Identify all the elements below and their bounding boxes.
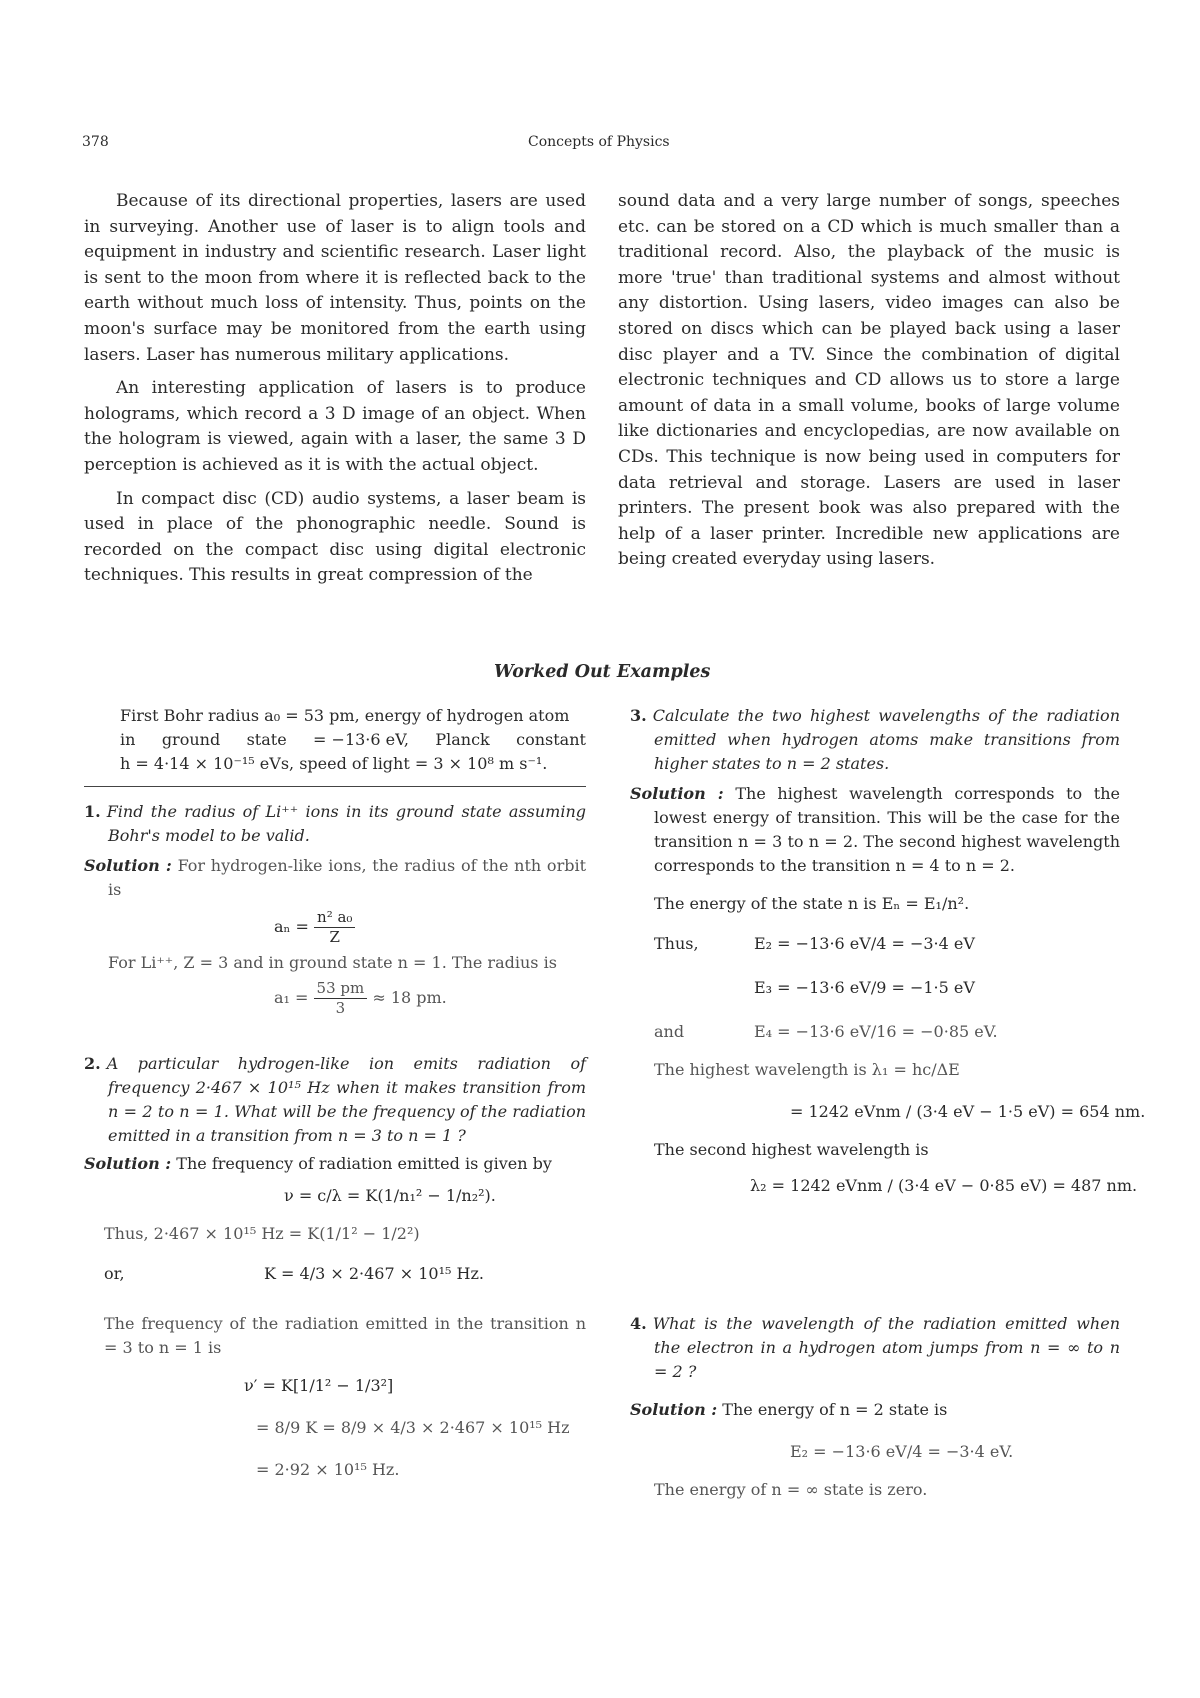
- example-2: [84, 1052, 586, 1482]
- equation-row: [104, 1262, 586, 1286]
- paragraph: sound data and a very large number of songs, speeches etc. can be stored on a CD which is much smaller than a traditional record. Also, the playback of the music is more 'true' than traditional systems and almost without any distortion. Using lasers, video images can also be stored on discs which can be played back using a laser disc player and a TV. Since the combination of digital electronic techniques and CD allows us to store a large amount of data in a small volume, books of large volume like dictionaries and encyclopedias, are now available on CDs. This technique is now being used in computers for data retrieval and storage. Lasers are used in laser printers. The present book was also prepared with the help of a laser printer. Incredible new applications are being created everyday using lasers.: [618, 191, 1120, 570]
- question: [84, 800, 586, 848]
- question-text: Calculate the two highest wavelengths of the radiation emitted when hydrogen atoms make transitions from higher states to n = 2 states.: [652, 706, 1120, 773]
- question-text: A particular hydrogen-like ion emits radiation of frequency 2·467 × 10¹⁵ Hz when it makes transition from n = 2 to n = 1. What will be the frequency of the radiation emitted in a transition from n = 3 to n = 1 ?: [106, 1054, 586, 1145]
- question-text: Find the radius of Li⁺⁺ ions in its ground state assuming Bohr's model to be valid.: [106, 802, 586, 845]
- equation-row: [654, 1020, 1120, 1044]
- example-number: 3.: [630, 706, 647, 725]
- solution-text: The highest wavelength corresponds to the lowest energy of transition. This will be the case for the transition n = 3 to n = 2. The second highest wavelength corresponds to the transition n = 4 to n = 2.: [654, 784, 1121, 875]
- example-4: [630, 1312, 1120, 1502]
- solution-text: For Li⁺⁺, Z = 3 and in ground state n = 1. The radius is: [108, 953, 557, 972]
- equation: K = 4/3 × 2·467 × 10¹⁵ Hz.: [264, 1264, 484, 1283]
- solution-text: For hydrogen-like ions, the radius of the nth orbit is: [108, 856, 587, 899]
- solution-label: Solution :: [84, 1154, 172, 1173]
- question: [84, 1052, 586, 1148]
- word: in: [120, 730, 136, 749]
- solution-text: The energy of the state n is Eₙ = E₁/n².: [654, 894, 970, 913]
- solution-label: Solution :: [630, 784, 724, 803]
- solution-text: The second highest wavelength is: [654, 1140, 929, 1159]
- solution: [630, 782, 1120, 878]
- section-title: Worked Out Examples: [494, 662, 711, 682]
- equation: = 8/9 K = 8/9 × 4/3 × 2·467 × 10¹⁵ Hz: [256, 1418, 570, 1437]
- constants-line: First Bohr radius a₀ = 53 pm, energy of hydrogen atom: [120, 706, 570, 725]
- constants-line: [120, 728, 586, 752]
- eq-rhs: ≈ 18 pm.: [372, 988, 447, 1007]
- word: = −13·6 eV,: [313, 730, 409, 749]
- example-1: [84, 800, 586, 1018]
- running-header: Concepts of Physics: [528, 134, 670, 150]
- question-text: What is the wavelength of the radiation emitted when the electron in a hydrogen atom jumps from n = ∞ to n = 2 ?: [652, 1314, 1120, 1381]
- solution: [630, 1398, 1120, 1422]
- solution-text: The highest wavelength is λ₁ = hc/ΔE: [654, 1060, 960, 1079]
- example-3: [630, 704, 1146, 1198]
- divider: [84, 786, 586, 787]
- fraction: [314, 979, 368, 1018]
- eq-label: and: [654, 1022, 685, 1041]
- equation: ν = c/λ = K(1/n₁² − 1/n₂²).: [284, 1186, 496, 1205]
- eq-lhs: a₁ =: [274, 988, 309, 1007]
- page-number: 378: [82, 134, 109, 150]
- paragraph: An interesting application of lasers is to produce holograms, which record a 3 D image of an object. When the hologram is viewed, again with a laser, the same 3 D perception is achieved as it is with the actual object.: [84, 378, 586, 475]
- equation: = 1242 eVnm / (3·4 eV − 1·5 eV) = 654 nm.: [790, 1102, 1146, 1121]
- solution-text: The energy of n = 2 state is: [722, 1400, 948, 1419]
- solution-text: The frequency of the radiation emitted in the transition n = 3 to n = 1 is: [104, 1314, 586, 1357]
- numerator: n² a₀: [314, 908, 355, 928]
- paragraph: Because of its directional properties, lasers are used in surveying. Another use of laser is to align tools and equipment in industry and scientific research. Laser light is sent to the moon from where it is reflected back to the earth without much loss of intensity. Thus, points on the moon's surface may be monitored from the earth using lasers. Laser has numerous military applications.: [84, 191, 586, 365]
- equation: λ₂ = 1242 eVnm / (3·4 eV − 0·85 eV) = 487 nm.: [750, 1176, 1138, 1195]
- question: [630, 704, 1120, 776]
- example-number: 2.: [84, 1054, 101, 1073]
- equation: E₃ = −13·6 eV/9 = −1·5 eV: [754, 978, 975, 997]
- equation: E₂ = −13·6 eV/4 = −3·4 eV.: [790, 1442, 1014, 1461]
- example-number: 4.: [630, 1314, 647, 1333]
- word: ground: [161, 730, 221, 749]
- equation-row: [654, 932, 1120, 956]
- equation: [274, 979, 586, 1018]
- intro-left-column: [84, 189, 586, 597]
- equation: E₄ = −13·6 eV/16 = −0·85 eV.: [754, 1022, 998, 1041]
- solution-text: The energy of n = ∞ state is zero.: [654, 1480, 928, 1499]
- equation: [274, 908, 586, 947]
- word: state: [246, 730, 287, 749]
- paragraph: In compact disc (CD) audio systems, a laser beam is used in place of the phonographic needle. Sound is recorded on the compact disc using digital electronic techniques. This results in great compression of the: [84, 488, 586, 586]
- equation: = 2·92 × 10¹⁵ Hz.: [256, 1460, 400, 1479]
- eq-lhs: aₙ =: [274, 917, 309, 936]
- constants-block: [120, 704, 586, 776]
- example-number: 1.: [84, 802, 101, 821]
- solution-text: The frequency of radiation emitted is given by: [176, 1154, 552, 1173]
- eq-label: or,: [104, 1264, 125, 1283]
- constants-line: h = 4·14 × 10⁻¹⁵ eVs, speed of light = 3 × 10⁸ m s⁻¹.: [120, 754, 548, 773]
- word: Planck: [435, 730, 490, 749]
- eq-label: Thus,: [654, 934, 699, 953]
- equation: ν′ = K[1/1² − 1/3²]: [244, 1376, 394, 1395]
- fraction: [314, 908, 355, 947]
- equation: Thus, 2·467 × 10¹⁵ Hz = K(1/1² − 1/2²): [104, 1224, 420, 1243]
- intro-right-column: [618, 189, 1120, 581]
- denominator: Z: [329, 928, 340, 946]
- solution-label: Solution :: [630, 1400, 718, 1419]
- equation: E₂ = −13·6 eV/4 = −3·4 eV: [754, 934, 975, 953]
- solution: [84, 1152, 586, 1176]
- numerator: 53 pm: [314, 979, 368, 999]
- denominator: 3: [335, 999, 346, 1017]
- solution: [84, 854, 586, 902]
- question: [630, 1312, 1120, 1384]
- solution-label: Solution :: [84, 856, 172, 875]
- word: constant: [516, 730, 586, 749]
